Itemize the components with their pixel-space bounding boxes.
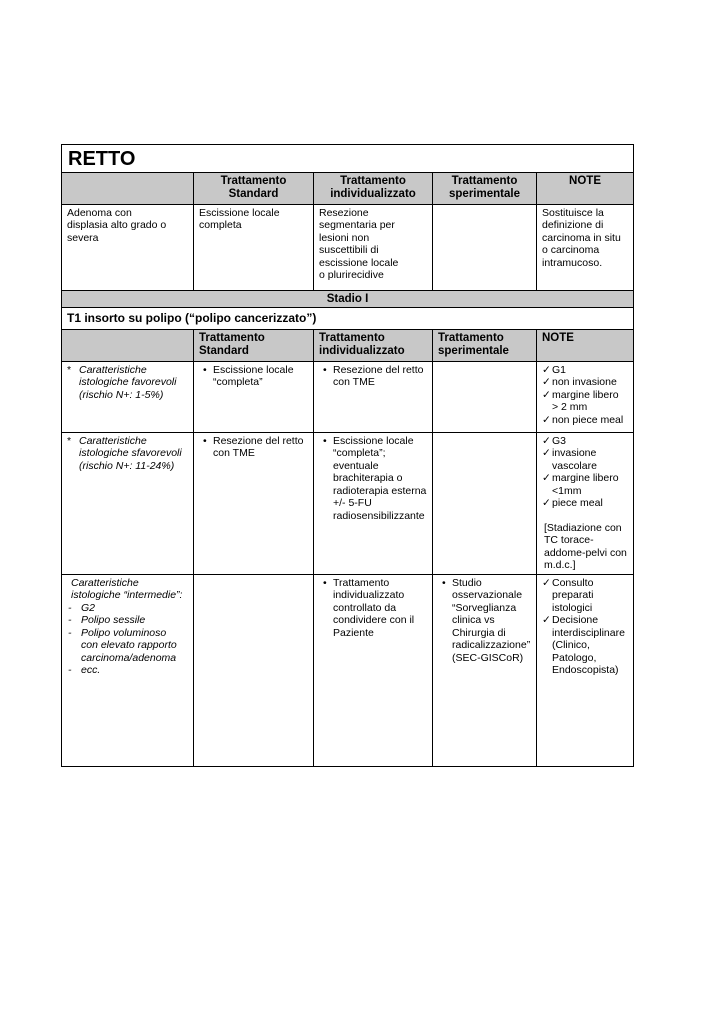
int-item: - G2 bbox=[68, 601, 96, 614]
check-icon: ✓ bbox=[542, 472, 551, 484]
int-item: - Polipo voluminoso con elevato rapporto carcinoma/adenoma bbox=[68, 626, 177, 664]
page-title: RETTO bbox=[62, 145, 634, 173]
sfav-std-cell bbox=[194, 432, 314, 574]
sfav-label-cell bbox=[62, 432, 194, 574]
int-item: - Polipo sessile bbox=[68, 614, 146, 626]
t1-row bbox=[62, 308, 634, 330]
header2-spe: Trattamento sperimentale bbox=[433, 329, 537, 361]
sfav-label: Caratteristiche istologiche sfavorevoli (rischio N+: 11-24%) bbox=[79, 434, 182, 472]
sfav-ind: • Escissione locale “completa”; eventuale brachiterapia o radioterapia esterna +/- 5-FU radiosensibilizzante bbox=[333, 435, 427, 523]
stadio-row bbox=[62, 290, 634, 308]
document bbox=[61, 144, 633, 767]
sfav-extra-note: [Stadiazione con TC torace- addome-pelvi con m.d.c.] bbox=[544, 521, 627, 571]
fav-ind-cell bbox=[314, 361, 433, 432]
check-icon: ✓ bbox=[542, 363, 551, 376]
sfav-note-item: ✓ invasione vascolare bbox=[542, 447, 597, 472]
adenoma-note: Sostituisce la definizione di carcinoma in situ o carcinoma intramucoso. bbox=[537, 204, 634, 290]
sfav-note-cell bbox=[537, 432, 634, 574]
int-ind: • Trattamento individualizzato controllato da condividere con il Paziente bbox=[333, 577, 427, 640]
fav-note-item: ✓ G1 bbox=[542, 363, 567, 376]
check-icon: ✓ bbox=[542, 388, 551, 401]
t1-heading: T1 insorto su polipo (“polipo cancerizzato”) bbox=[62, 308, 634, 330]
sfav-std: • Resezione del retto con TME bbox=[213, 435, 308, 460]
fav-note-cell bbox=[537, 361, 634, 432]
fav-std-cell bbox=[194, 361, 314, 432]
sfav-note-item: ✓ margine libero <1mm bbox=[542, 472, 619, 497]
row-favorevoli bbox=[62, 361, 634, 432]
header2-ind: Trattamento individualizzato bbox=[314, 329, 433, 361]
fav-spe-cell bbox=[433, 361, 537, 432]
int-note-cell bbox=[537, 574, 634, 766]
fav-label-cell bbox=[62, 361, 194, 432]
fav-note-item: ✓ non invasione bbox=[542, 376, 617, 388]
sfav-note-item: ✓ piece meal bbox=[542, 497, 603, 509]
check-icon: ✓ bbox=[542, 413, 551, 426]
header2-note: NOTE bbox=[537, 329, 634, 361]
check-icon: ✓ bbox=[542, 376, 551, 388]
check-icon: ✓ bbox=[542, 614, 551, 626]
header-spe: Trattamento sperimentale bbox=[433, 172, 537, 204]
sfav-note-item: ✓ G3 bbox=[542, 434, 567, 447]
fav-asterisk: * bbox=[67, 363, 72, 376]
adenoma-label: Adenoma con displasia alto grado o severa bbox=[62, 204, 194, 290]
check-icon: ✓ bbox=[542, 434, 551, 447]
sfav-ind-cell bbox=[314, 432, 433, 574]
row-intermedie bbox=[62, 574, 634, 766]
fav-note-item: ✓ margine libero > 2 mm bbox=[542, 388, 619, 413]
int-note-item: ✓ Decisione interdisciplinare (Clinico, Patologo, Endoscopista) bbox=[542, 614, 625, 676]
fav-std: • Escissione locale “completa” bbox=[213, 364, 308, 389]
int-label: Caratteristiche istologiche “intermedie”: bbox=[71, 576, 183, 601]
header-empty bbox=[62, 172, 194, 204]
fav-label-wrap bbox=[67, 364, 188, 402]
sfav-spe-cell bbox=[433, 432, 537, 574]
title-row bbox=[62, 145, 634, 173]
int-spe: • Studio osservazionale “Sorveglianza clinica vs Chirurgia di radicalizzazione” (SEC-GISCoR) bbox=[452, 577, 531, 665]
int-spe-cell bbox=[433, 574, 537, 766]
header-row-1 bbox=[62, 172, 634, 204]
row-adenoma bbox=[62, 204, 634, 290]
sfav-asterisk: * bbox=[67, 434, 72, 447]
retto-table bbox=[61, 144, 634, 767]
check-icon: ✓ bbox=[542, 447, 551, 459]
header2-empty bbox=[62, 329, 194, 361]
int-label-cell bbox=[62, 574, 194, 766]
int-ind-cell bbox=[314, 574, 433, 766]
header-row-2 bbox=[62, 329, 634, 361]
check-icon: ✓ bbox=[542, 497, 551, 509]
adenoma-ind: Resezione segmentaria per lesioni non suscettibili di escissione locale o plurirecidive bbox=[314, 204, 433, 290]
header-ind: Trattamento individualizzato bbox=[314, 172, 433, 204]
adenoma-std: Escissione locale completa bbox=[194, 204, 314, 290]
stadio-label: Stadio I bbox=[62, 290, 634, 308]
adenoma-spe bbox=[433, 204, 537, 290]
fav-note-item: ✓ non piece meal bbox=[542, 413, 624, 426]
header-std: Trattamento Standard bbox=[194, 172, 314, 204]
row-sfavorevoli bbox=[62, 432, 634, 574]
int-item: - ecc. bbox=[68, 664, 101, 676]
fav-ind: • Resezione del retto con TME bbox=[333, 364, 427, 389]
int-std-cell bbox=[194, 574, 314, 766]
fav-label: Caratteristiche istologiche favorevoli (rischio N+: 1-5%) bbox=[79, 363, 177, 401]
check-icon: ✓ bbox=[542, 576, 551, 589]
header2-std: Trattamento Standard bbox=[194, 329, 314, 361]
int-note-item: ✓ Consulto preparati istologici bbox=[542, 576, 594, 614]
header-note: NOTE bbox=[537, 172, 634, 204]
sfav-label-wrap bbox=[67, 435, 188, 473]
